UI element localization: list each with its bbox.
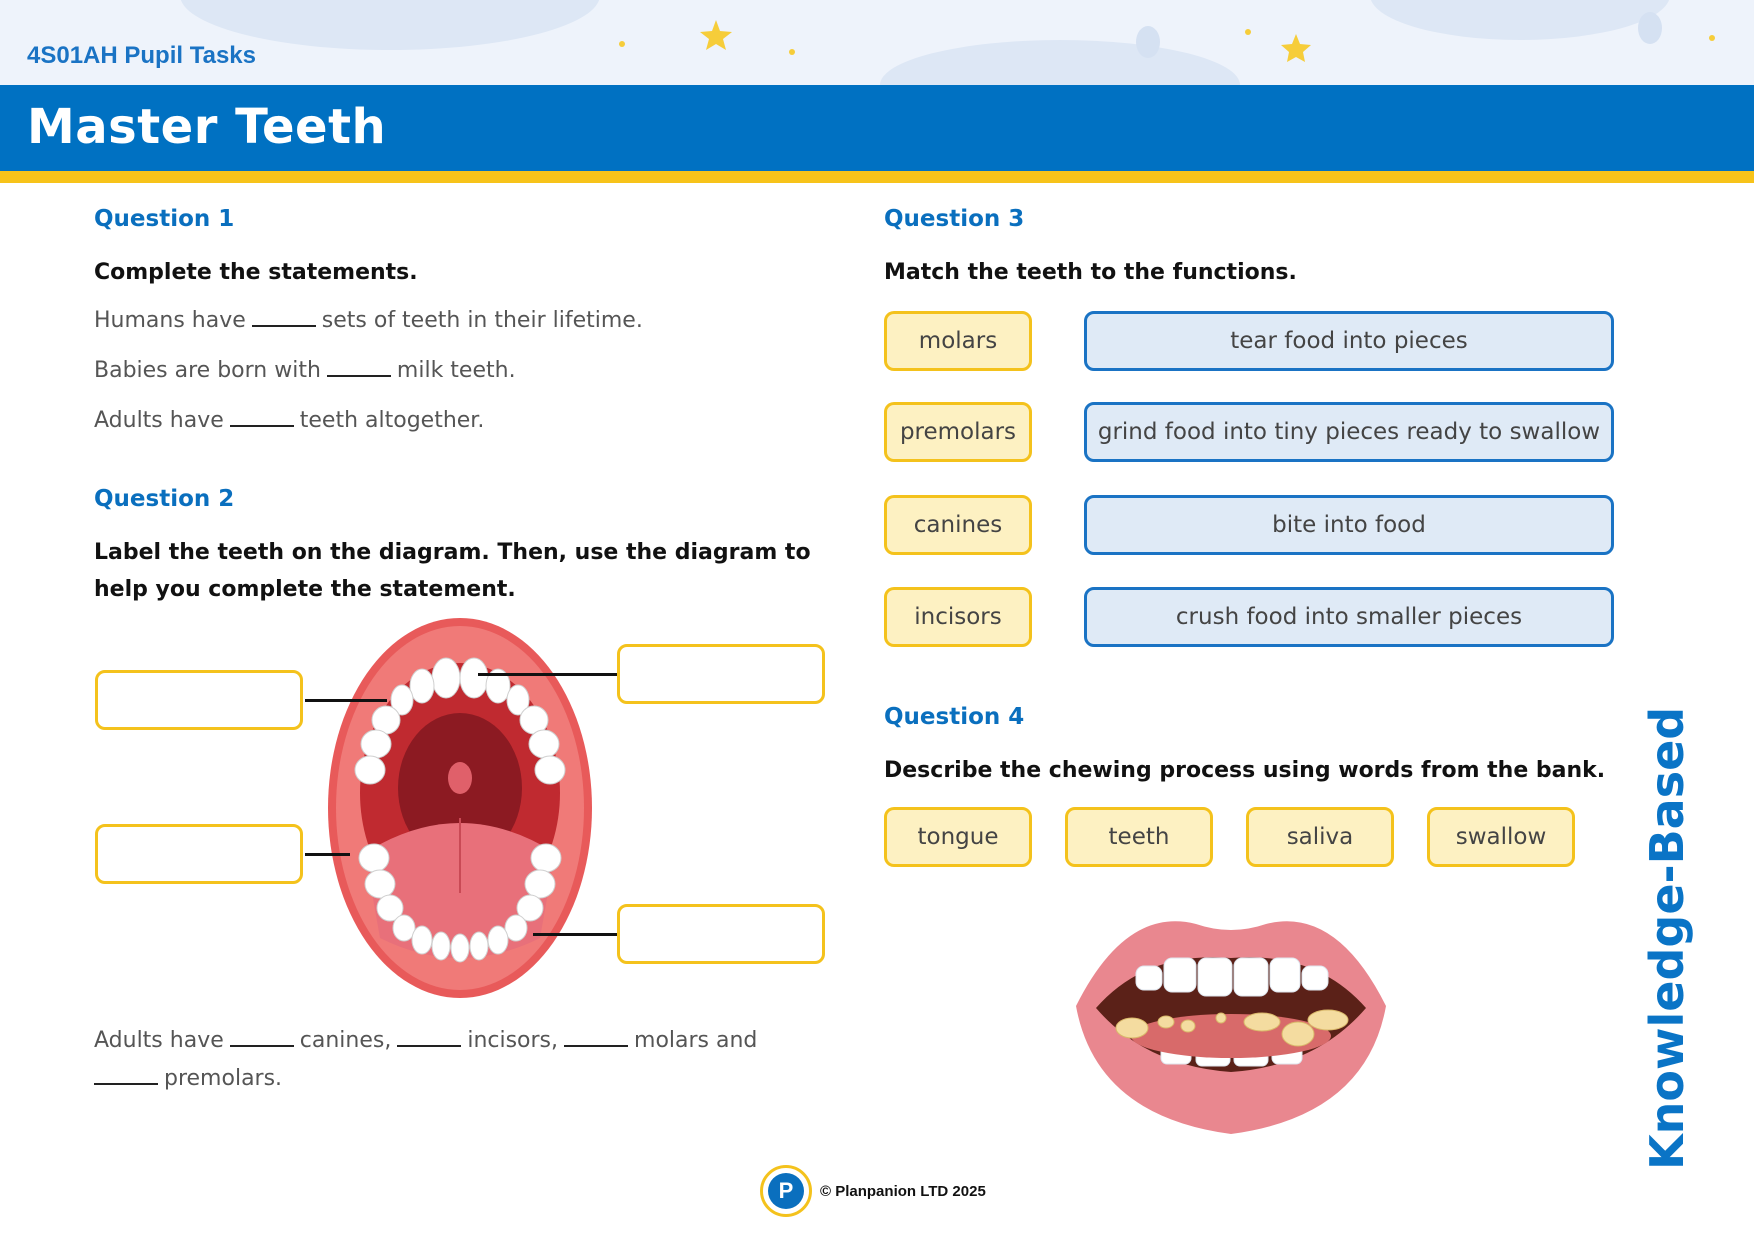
question-3-heading: Question 3 (884, 206, 1025, 232)
label-box-top-right[interactable] (617, 644, 825, 704)
q2-statement-line-2 (94, 1066, 282, 1091)
statement-text: Adults have (94, 408, 224, 433)
statement-text: canines, (299, 1028, 392, 1053)
word-bank-teeth[interactable]: teeth (1065, 807, 1213, 867)
open-mouth-diagram (320, 618, 600, 1008)
function-card-grind[interactable]: grind food into tiny pieces ready to swallow (1084, 402, 1614, 462)
tooth-card-incisors[interactable]: incisors (884, 587, 1032, 647)
title-bar (0, 85, 1754, 171)
copyright-text: © Planpanion LTD 2025 (820, 1182, 986, 1200)
function-card-bite[interactable]: bite into food (1084, 495, 1614, 555)
word-bank-swallow[interactable]: swallow (1427, 807, 1575, 867)
leader-line (533, 933, 617, 936)
question-1-heading: Question 1 (94, 206, 235, 232)
tooth-card-molars[interactable]: molars (884, 311, 1032, 371)
star-icon (1281, 34, 1311, 62)
leader-line (478, 673, 617, 676)
tooth-card-canines[interactable]: canines (884, 495, 1032, 555)
question-1-instruction: Complete the statements. (94, 260, 418, 285)
statement-text: sets of teeth in their lifetime. (321, 308, 643, 333)
statement-text: Babies are born with (94, 358, 321, 383)
answer-blank[interactable] (94, 1067, 158, 1085)
unit-code: 4S01AH Pupil Tasks (27, 42, 256, 69)
word-bank-tongue[interactable]: tongue (884, 807, 1032, 867)
statement-text: incisors, (467, 1028, 559, 1053)
answer-blank[interactable] (230, 409, 294, 427)
planpanion-logo-icon (760, 1165, 812, 1217)
answer-blank[interactable] (397, 1029, 461, 1047)
answer-blank[interactable] (327, 359, 391, 377)
side-label: Knowledge-Based (1640, 706, 1694, 1170)
q1-statement-1 (94, 308, 643, 333)
label-box-bottom-left[interactable] (95, 824, 303, 884)
question-4-heading: Question 4 (884, 704, 1025, 730)
answer-blank[interactable] (230, 1029, 294, 1047)
q2-statement-line-1 (94, 1028, 757, 1053)
logo-letter: P (768, 1173, 804, 1209)
star-icon (700, 20, 732, 50)
question-3-instruction: Match the teeth to the functions. (884, 260, 1297, 285)
statement-text: molars and (634, 1028, 758, 1053)
statement-text: Humans have (94, 308, 246, 333)
label-box-bottom-right[interactable] (617, 904, 825, 964)
word-bank-saliva[interactable]: saliva (1246, 807, 1394, 867)
statement-text: milk teeth. (396, 358, 516, 383)
label-box-top-left[interactable] (95, 670, 303, 730)
leader-line (305, 699, 387, 702)
chewing-mouth-illustration (1066, 896, 1396, 1136)
statement-text: Adults have (94, 1028, 224, 1053)
question-2-heading: Question 2 (94, 486, 235, 512)
page-title: Master Teeth (27, 99, 387, 155)
function-card-crush[interactable]: crush food into smaller pieces (1084, 587, 1614, 647)
footer (760, 1165, 986, 1217)
title-underline (0, 171, 1754, 183)
statement-text: teeth altogether. (299, 408, 485, 433)
answer-blank[interactable] (252, 309, 316, 327)
tooth-card-premolars[interactable]: premolars (884, 402, 1032, 462)
question-2-instruction: Label the teeth on the diagram. Then, use the diagram to help you complete the statement. (94, 540, 811, 602)
top-banner (0, 0, 1754, 85)
statement-text: premolars. (164, 1066, 283, 1091)
star-decorations (0, 0, 1754, 85)
q1-statement-2 (94, 358, 516, 383)
leader-line (305, 853, 350, 856)
q1-statement-3 (94, 408, 484, 433)
question-4-instruction: Describe the chewing process using words from the bank. (884, 758, 1606, 783)
answer-blank[interactable] (564, 1029, 628, 1047)
function-card-tear[interactable]: tear food into pieces (1084, 311, 1614, 371)
